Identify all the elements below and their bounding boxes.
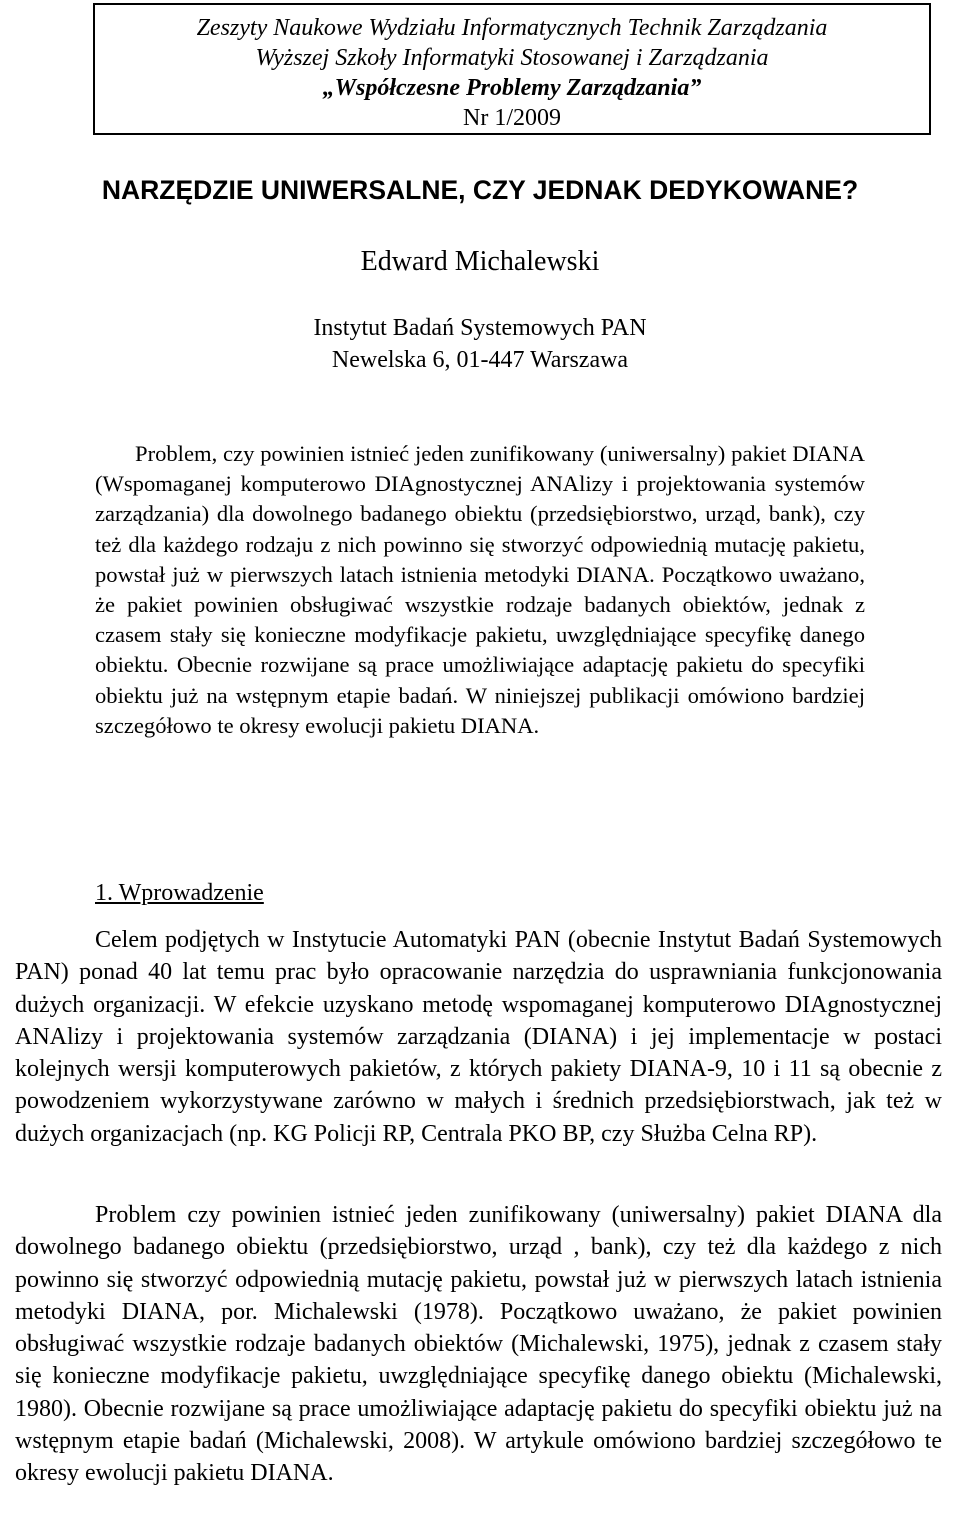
body-paragraph: Problem czy powinien istnieć jeden zunifikowany (uniwersalny) pakiet DIANA dla dowolnego badanego obiektu (przedsiębiorstwo, urząd , bank), czy też dla każdego z nich powinno się stworzyć odpowiednią mutację pakietu, powstał już w pierwszych latach istnienia metodyki DIANA, por. Michalewski (1978). Początkowo uważano, że pakiet powinien obsługiwać wszystkie rodzaje badanych obiektów (Michalewski, 1975), jednak z czasem stały się konieczne modyfikacje pakietu, uwzględniające specyfikę danego obiektu (Michalewski, 1980). Obecnie rozwijane są prace umożliwiające adaptację pakietu do specyfiki obiektu już na wstępnym etapie badań (Michalewski, 2008). W artykule omówiono bardziej szczegółowo te okresy ewolucji pakietu DIANA. xyxy=(15,1202,942,1487)
article-title: NARZĘDZIE UNIWERSALNE, CZY JEDNAK DEDYKOWANE? xyxy=(101,175,859,205)
journal-series-title: Zeszyty Naukowe Wydziału Informatycznych Technik Zarządzania xyxy=(196,15,828,41)
section-heading-introduction: 1. Wprowadzenie xyxy=(95,880,264,906)
body-paragraph: Celem podjętych w Instytucie Automatyki PAN (obecnie Instytut Badań Systemowych PAN) ponad 40 lat temu prac było opracowanie narzędzia do usprawniania funkcjonowania dużych organizacji. W efekcie uzyskano metodę wspomaganej komputerowo DIAgnostycznej ANAlizy i projektowania systemów zarządzania (DIANA) i jej implementacje w postaci kolejnych wersji komputerowych pakietów, z których pakiety DIANA-9, 10 i 11 są obecnie z powodzeniem wykorzystywane zarówno w małych i średnich przedsiębiorstwach, jak też w dużych organizacjach (np. KG Policji RP, Centrala PKO BP, czy Służba Celna RP). xyxy=(15,927,942,1147)
affiliation-address: Newelska 6, 01-447 Warszawa xyxy=(331,347,629,373)
article-author: Edward Michalewski xyxy=(360,246,600,277)
article-abstract: Problem, czy powinien istnieć jeden zunifikowany (uniwersalny) pakiet DIANA (Wspomaganej komputerowo DIAgnostycznej ANAlizy i projektowania systemów zarządzania) dla dowolnego badanego obiektu (przedsiębiorstwo, urząd, bank), czy też dla każdego rodzaju z nich powinno się stworzyć odpowiednią mutację pakietu, powstał już w pierwszych latach istnienia metodyki DIANA. Początkowo uważano, że pakiet powinien obsługiwać wszystkie rodzaje badanych obiektów, jednak z czasem stały się konieczne modyfikacje pakietu, uwzględniające specyfikę danego obiektu. Obecnie rozwijane są prace umożliwiające adaptację pakietu do specyfiki obiektu już na wstępnym etapie badań. W niniejszej publikacji omówiono bardziej szczegółowo te okresy ewolucji pakietu DIANA. xyxy=(95,441,865,738)
affiliation-institute: Instytut Badań Systemowych PAN xyxy=(313,315,647,341)
journal-issue-number: Nr 1/2009 xyxy=(463,105,561,131)
journal-title: „Współczesne Problemy Zarządzania” xyxy=(322,75,702,101)
author-affiliation xyxy=(0,312,960,376)
journal-header-box xyxy=(93,3,931,135)
journal-publisher: Wyższej Szkoły Informatyki Stosowanej i Zarządzania xyxy=(255,45,769,71)
